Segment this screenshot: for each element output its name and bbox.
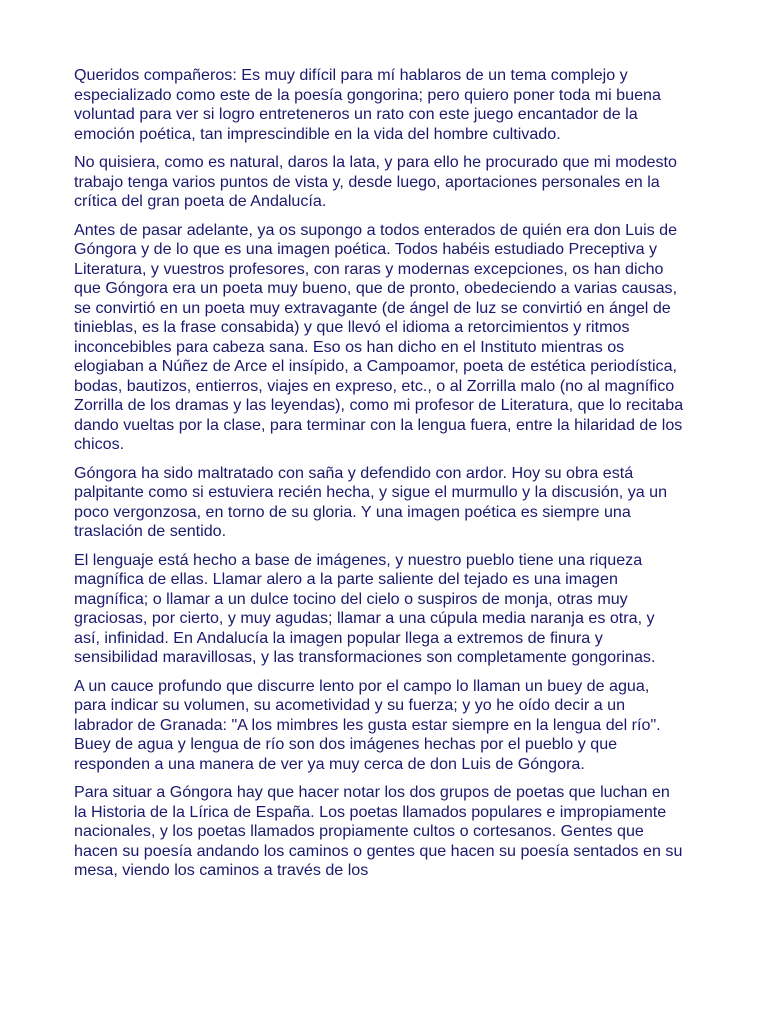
paragraph-7: Para situar a Góngora hay que hacer notar los dos grupos de poetas que luchan en la Historia de la Lírica de España. Los poetas llamados populares e impropiamente nacionales, y los poetas llamados propiamente cultos o cortesanos. Gentes que hacen su poesía andando los caminos o gentes que hacen su poesía sentados en su mesa, viendo los caminos a través de los — [74, 783, 683, 879]
paragraph-1: Queridos compañeros: Es muy difícil para mí hablaros de un tema complejo y especializado como este de la poesía gongorina; pero quiero poner toda mi buena voluntad para ver si logro entreteneros un rato con este juego encantador de la emoción poética, tan imprescindible en la vida del hombre cultivado. — [74, 66, 661, 143]
paragraph-2: No quisiera, como es natural, daros la lata, y para ello he procurado que mi modesto trabajo tenga varios puntos de vista y, desde luego, aportaciones personales en la crítica del gran poeta de Andalucía. — [74, 153, 677, 210]
paragraph-3: Antes de pasar adelante, ya os supongo a todos enterados de quién era don Luis de Góngora y de lo que es una imagen poética. Todos habéis estudiado Preceptiva y Literatura, y vuestros profesores, con raras y modernas excepciones, os han dicho que Góngora era un poeta muy bueno, que de pronto, obedeciendo a varias causas, se convirtió en un poeta muy extravagante (de ángel de luz se convirtió en ángel de tinieblas, es la frase consabida) y que llevó el idioma a retorcimientos y ritmos inconcebibles para cabeza sana. Eso os han dicho en el Instituto mientras os elogiaban a Núñez de Arce el insípido, a Campoamor, poeta de estética periodística, bodas, bautizos, entierros, viajes en expreso, etc., o al Zorrilla malo (no al magnífico Zorrilla de los dramas y las leyendas), como mi profesor de Literatura, que lo recitaba dando vueltas por la clase, para terminar con la lengua fuera, entre la hilaridad de los chicos. — [74, 220, 684, 453]
paragraph-4: Góngora ha sido maltratado con saña y defendido con ardor. Hoy su obra está palpitante como si estuviera recién hecha, y sigue el murmullo y la discusión, ya un poco vergonzosa, en torno de su gloria. Y una imagen poética es siempre una traslación de sentido. — [74, 463, 668, 540]
paragraph-6: A un cauce profundo que discurre lento por el campo lo llaman un buey de agua, para indicar su volumen, su acometividad y su fuerza; y yo he oído decir a un labrador de Granada: "A los mimbres les gusta estar siempre en la lengua del río". Buey de agua y lengua de río son dos imágenes hechas por el pueblo y que responden a una manera de ver ya muy cerca de don Luis de Góngora. — [74, 676, 661, 773]
paragraph-5: El lenguaje está hecho a base de imágenes, y nuestro pueblo tiene una riqueza magnífica de ellas. Llamar alero a la parte saliente del tejado es una imagen magnífica; o llamar a un dulce tocino del cielo o suspiros de monja, otras muy graciosas, por cierto, y muy agudas; llamar a una cúpula media naranja es otra, y así, infinidad. En Andalucía la imagen popular llega a extremos de finura y sensibilidad maravillosas, y las transformaciones son completamente gongorinas. — [74, 550, 656, 666]
